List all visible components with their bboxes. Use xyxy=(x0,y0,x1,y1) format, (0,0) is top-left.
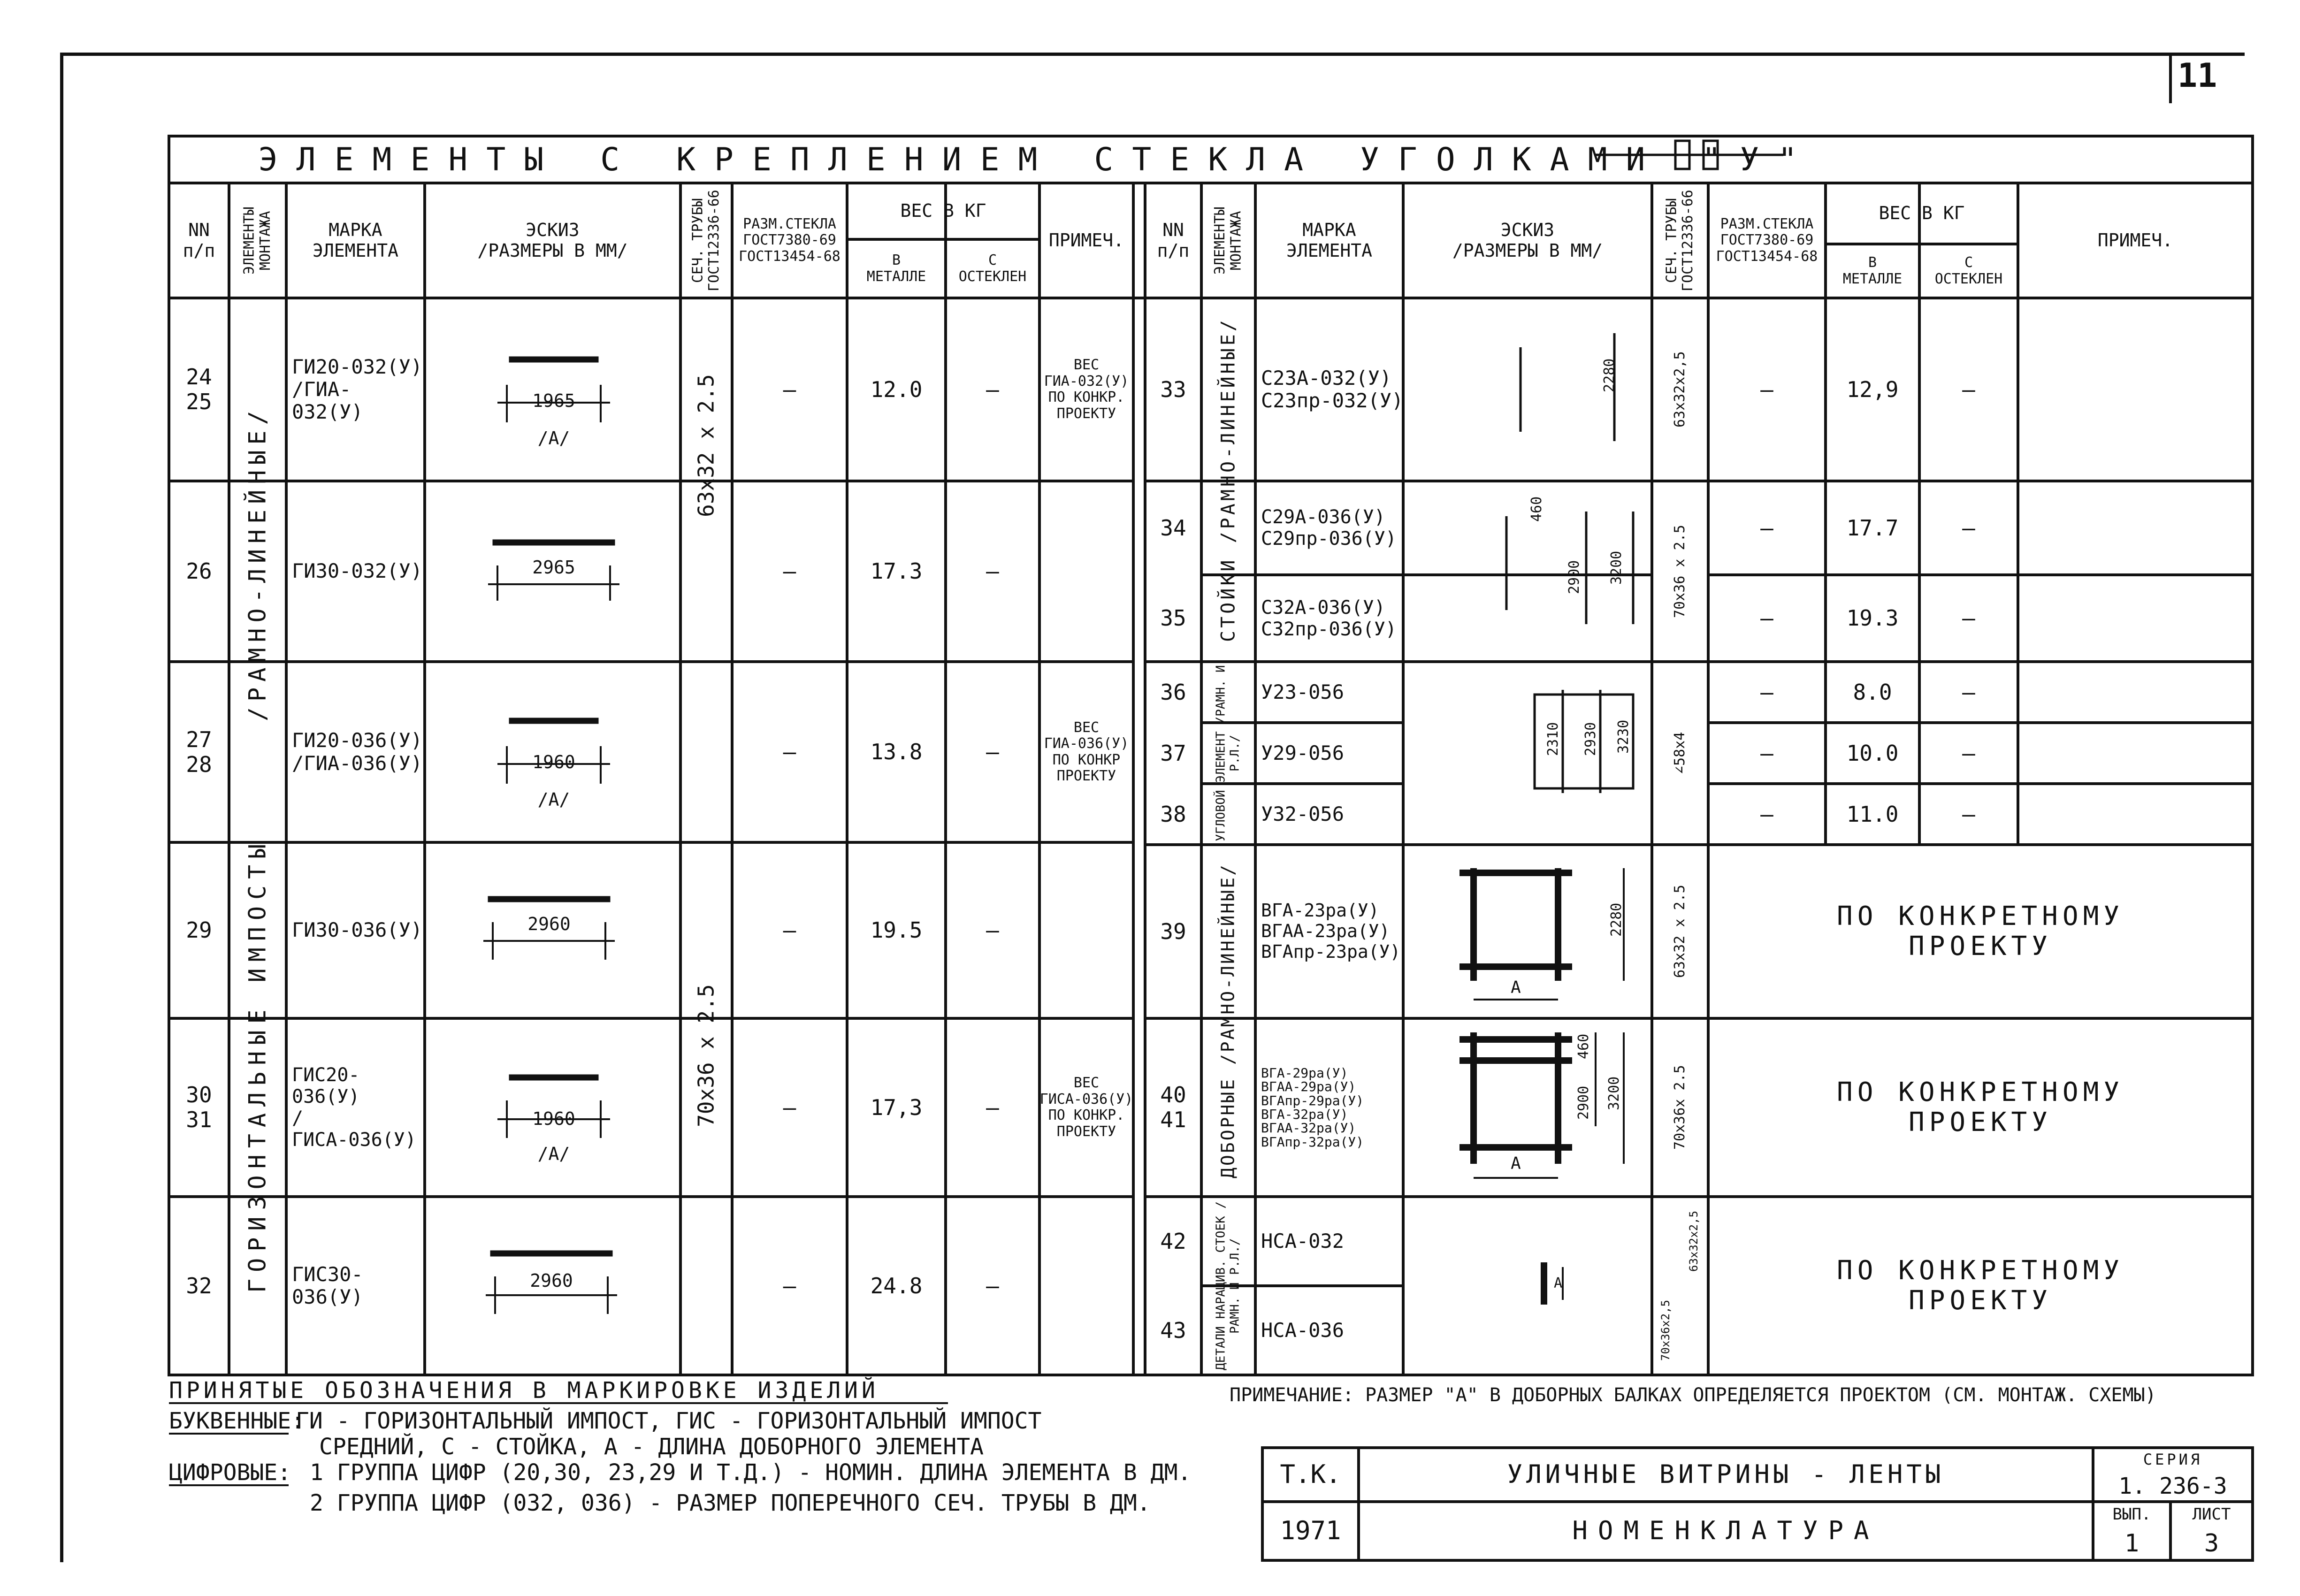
header-weight-metal: В МЕТАЛЛЕ xyxy=(866,252,926,285)
sketch-dim: 3200 xyxy=(1605,1076,1622,1111)
row-withglass: — xyxy=(986,1094,999,1120)
row-mark: ГИ30-036(У) xyxy=(292,918,423,942)
legend-letters-label: БУКВЕННЫЕ: xyxy=(169,1408,305,1434)
row-pipe: 63x32x2,5 xyxy=(1671,351,1688,428)
note-text: ПРИМЕЧАНИЕ: РАЗМЕР "А" В ДОБОРНЫХ БАЛКАХ ОПРЕДЕЛЯЕТСЯ ПРОЕКТОМ (СМ. МОНТАЖ. СХЕМЫ) xyxy=(1230,1384,2156,1406)
sketch-dim: 1965 xyxy=(532,390,575,412)
row-metal: 13.8 xyxy=(870,739,923,765)
row-pipe: 70x36 x 2.5 xyxy=(1671,525,1688,618)
header-nn-right: NN п/п xyxy=(1157,219,1190,261)
row-mark: ВГА-23ра(У) ВГАА-23ра(У) ВГАпр-23ра(У) xyxy=(1261,900,1401,962)
legend-letters-text2: СРЕДНИЙ, С - СТОЙКА, А - ДЛИНА ДОБОРНОГО ЭЛЕМЕНТА xyxy=(319,1434,984,1460)
sketch-a: /А/ xyxy=(537,789,570,810)
row-glass: — xyxy=(783,917,796,943)
row-withglass: — xyxy=(1962,740,1975,766)
row-metal: 19.3 xyxy=(1846,605,1899,631)
group-ugl: УГЛОВОЙ ЭЛЕМЕНТ /РАМН. И Р.Л./ xyxy=(1214,665,1242,841)
stamp-series: 1. 236-3 xyxy=(2118,1473,2227,1499)
row-mark: С29А-036(У) С29пр-036(У) xyxy=(1261,506,1397,550)
row-nn: 24 25 xyxy=(186,364,212,414)
row-glass: — xyxy=(1760,801,1773,827)
row-project: ПО КОНКРЕТНОМУ ПРОЕКТУ xyxy=(1836,1077,2124,1138)
row-mark: ГИ20-032(У) /ГИА- 032(У) xyxy=(292,355,423,424)
row-glass: — xyxy=(1760,515,1773,541)
header-glass-size-right: РАЗМ.СТЕКЛА ГОСТ7380-69 ГОСТ13454-68 xyxy=(1716,215,1818,265)
row-mark: У29-056 xyxy=(1261,741,1345,764)
row-pipe: 70x36x 2.5 xyxy=(1671,1065,1688,1150)
legend-digits-label: ЦИФРОВЫЕ: xyxy=(169,1459,291,1486)
row-mark: ГИ20-036(У) /ГИА-036(У) xyxy=(292,729,423,775)
sketch-dim: 2310 xyxy=(1544,722,1561,756)
row-mark: У23-056 xyxy=(1261,680,1345,703)
header-weight-glass: С ОСТЕКЛЕН xyxy=(958,252,1027,285)
legend-digits-text2: 2 ГРУППА ЦИФР (032, 036) - РАЗМЕР ПОПЕРЕЧНОГО СЕЧ. ТРУБЫ В ДМ. xyxy=(310,1490,1151,1516)
row-metal: 17,3 xyxy=(870,1094,923,1120)
row-glass: — xyxy=(783,558,796,584)
sketch-dim: 460 xyxy=(1575,1033,1592,1060)
sketch-dim: 2900 xyxy=(1566,560,1582,595)
stamp-issue-label: ВЫП. xyxy=(2112,1504,2151,1524)
row-withglass: — xyxy=(986,917,999,943)
row-glass: — xyxy=(1760,376,1773,402)
legend-letters-text: ГИ - ГОРИЗОНТАЛЬНЫЙ ИМПОСТ, ГИС - ГОРИЗОНТАЛЬНЫЙ ИМПОСТ xyxy=(296,1408,1042,1434)
legend-digits-text: 1 ГРУППА ЦИФР (20,30, 23,29 И Т.Д.) - НОМИН. ДЛИНА ЭЛЕМЕНТА В ДМ. xyxy=(310,1459,1192,1486)
table-title: ЭЛЕМЕНТЫ С КРЕПЛЕНИЕМ СТЕКЛА УГОЛКАМИ "У" xyxy=(258,141,1816,178)
row-metal: 11.0 xyxy=(1846,801,1899,827)
legend-heading: ПРИНЯТЫЕ ОБОЗНАЧЕНИЯ В МАРКИРОВКЕ ИЗДЕЛИЙ xyxy=(169,1377,879,1404)
row-withglass: — xyxy=(986,1273,999,1298)
header-mark: МАРКА ЭЛЕМЕНТА xyxy=(312,219,399,261)
header-sketch-right: ЭСКИЗ /РАЗМЕРЫ В ММ/ xyxy=(1452,219,1603,261)
row-nn: 27 28 xyxy=(186,726,212,777)
row-metal: 10.0 xyxy=(1846,740,1899,766)
stamp-sheet: 3 xyxy=(2204,1529,2219,1558)
row-note: ВЕС ГИА-032(У) ПО КОНКР. ПРОЕКТУ xyxy=(1044,357,1129,422)
sketch-dim: 2280 xyxy=(1601,358,1618,393)
row-mark: У32-056 xyxy=(1261,802,1345,825)
header-sketch: ЭСКИЗ /РАЗМЕРЫ В ММ/ xyxy=(477,219,628,261)
stamp-year: 1971 xyxy=(1280,1516,1341,1546)
row-glass: — xyxy=(783,376,796,402)
row-pipe: 70x36x2,5 xyxy=(1659,1299,1673,1361)
row-withglass: — xyxy=(1962,679,1975,705)
header-weight-metal-right: В МЕТАЛЛЕ xyxy=(1842,254,1903,287)
row-nn: 39 xyxy=(1160,918,1186,944)
header-weight-right: ВЕС В КГ xyxy=(1879,203,1965,224)
header-mount-right: ЭЛЕМЕНТЫ МОНТАЖА xyxy=(1212,206,1245,275)
sketch-dim: 460 xyxy=(1528,496,1545,522)
row-nn: 32 xyxy=(186,1273,212,1298)
header-pipe-right: СЕЧ. ТРУБЫ ГОСТ12336-66 xyxy=(1663,190,1696,291)
stamp-series-label: СЕРИЯ xyxy=(2143,1450,2203,1468)
row-nn: 38 xyxy=(1160,801,1186,827)
row-mark: НСА-032 xyxy=(1261,1229,1345,1252)
sketch-dim: 1960 xyxy=(532,752,575,773)
stamp-name: УЛИЧНЫЕ ВИТРИНЫ - ЛЕНТЫ xyxy=(1507,1459,1945,1489)
row-glass: — xyxy=(1760,679,1773,705)
sketch-a: А xyxy=(1553,1275,1563,1291)
sketch-dim: 2960 xyxy=(530,1270,573,1291)
stamp-subject: НОМЕНКЛАТУРА xyxy=(1572,1516,1880,1546)
header-pipe: СЕЧ. ТРУБЫ ГОСТ12336-66 xyxy=(689,190,722,291)
row-withglass: — xyxy=(986,376,999,402)
header-mark-right: МАРКА ЭЛЕМЕНТА xyxy=(1286,219,1373,261)
row-withglass: — xyxy=(986,739,999,765)
row-withglass: — xyxy=(986,558,999,584)
row-nn: 37 xyxy=(1160,740,1186,766)
sketch-a: /А/ xyxy=(537,1144,570,1165)
group-stoiki: СТОЙКИ /РАМНО-ЛИНЕЙНЫЕ/ xyxy=(1217,317,1239,642)
row-nn: 29 xyxy=(186,917,212,943)
sketch-dim: 2900 xyxy=(1575,1085,1592,1120)
stamp-sheet-label: ЛИСТ xyxy=(2192,1504,2231,1524)
row-pipe: 63x32 x 2.5 xyxy=(1671,885,1688,978)
row-mark: С23А-032(У) С23пр-032(У) xyxy=(1261,366,1404,412)
row-mark: ГИ30-032(У) xyxy=(292,559,423,583)
left-pipe-1: 63x32 x 2.5 xyxy=(693,374,719,518)
row-metal: 8.0 xyxy=(1853,679,1892,705)
row-mark: ГИС30-036(У) xyxy=(292,1262,363,1308)
sketch-dim: 3230 xyxy=(1615,719,1632,754)
row-glass: — xyxy=(1760,740,1773,766)
row-mark: НСА-036 xyxy=(1261,1318,1345,1342)
row-project: ПО КОНКРЕТНОМУ ПРОЕКТУ xyxy=(1836,901,2124,962)
row-glass: — xyxy=(1760,605,1773,631)
row-mark: ГИС20-036(У) /ГИСА-036(У) xyxy=(292,1064,416,1151)
sketch-dim: 3200 xyxy=(1608,550,1625,585)
row-metal: 12.0 xyxy=(870,376,923,402)
sketch-dim: 1960 xyxy=(532,1108,575,1130)
row-withglass: — xyxy=(1962,515,1975,541)
header-weight-glass-right: С ОСТЕКЛЕН xyxy=(1934,254,2003,287)
sketch-a: А xyxy=(1511,978,1521,998)
row-metal: 19.5 xyxy=(870,917,923,943)
row-withglass: — xyxy=(1962,376,1975,402)
stamp-issue: 1 xyxy=(2124,1529,2140,1558)
header-nn: NN п/п xyxy=(183,219,215,261)
row-nn: 42 xyxy=(1160,1228,1186,1254)
row-nn: 30 31 xyxy=(186,1082,212,1132)
header-glass-size: РАЗМ.СТЕКЛА ГОСТ7380-69 ГОСТ13454-68 xyxy=(739,215,841,265)
row-nn: 35 xyxy=(1160,605,1186,631)
row-metal: 17.7 xyxy=(1846,515,1899,541)
row-nn: 43 xyxy=(1160,1317,1186,1343)
row-nn: 36 xyxy=(1160,679,1186,705)
row-project: ПО КОНКРЕТНОМУ ПРОЕКТУ xyxy=(1836,1255,2124,1316)
sketch-dim: 2280 xyxy=(1608,902,1625,937)
sketch-a: /А/ xyxy=(537,428,570,449)
row-nn: 33 xyxy=(1160,376,1186,402)
row-metal: 24.8 xyxy=(870,1273,923,1298)
row-metal: 12,9 xyxy=(1846,376,1899,402)
row-nn: 34 xyxy=(1160,515,1186,541)
stamp-tk: Т.К. xyxy=(1280,1459,1341,1489)
row-withglass: — xyxy=(1962,605,1975,631)
header-note-right: ПРИМЕЧ. xyxy=(2097,229,2173,251)
row-glass: — xyxy=(783,739,796,765)
row-pipe: 63x32x2,5 xyxy=(1687,1210,1701,1272)
group-horiz: ГОРИЗОНТАЛЬНЫЕ ИМПОСТЫ xyxy=(244,837,271,1293)
row-note: ВЕС ГИСА-036(У) ПО КОНКР. ПРОЕКТУ xyxy=(1039,1075,1133,1140)
row-glass: — xyxy=(783,1094,796,1120)
header-note: ПРИМЕЧ. xyxy=(1048,229,1124,251)
row-mark: С32А-036(У) С32пр-036(У) xyxy=(1261,596,1397,640)
group-ramno: /РАМНО-ЛИНЕЙНЫЕ/ xyxy=(244,405,271,721)
row-mark: ВГА-29ра(У) ВГАА-29ра(У) ВГАпр-29ра(У) ВГА-32ра(У) ВГАА-32ра(У) ВГАпр-32ра(У) xyxy=(1261,1065,1364,1150)
sketch-dim: 2930 xyxy=(1582,722,1599,756)
sketch-dim: 2960 xyxy=(527,914,571,935)
sketch-dim: 2965 xyxy=(532,557,575,578)
row-nn: 40 41 xyxy=(1160,1082,1186,1132)
sheet-number: 11 xyxy=(2178,56,2217,95)
group-detali: ДЕТАЛИ НАРАЩИВ. СТОЕК /РАМН. И Р.Л./ xyxy=(1214,1201,1242,1371)
row-glass: — xyxy=(783,1273,796,1298)
row-pipe: ∠58x4 xyxy=(1671,732,1688,775)
row-note: ВЕС ГИА-036(У) ПО КОНКР ПРОЕКТУ xyxy=(1044,719,1129,784)
row-metal: 17.3 xyxy=(870,558,923,584)
left-pipe-2: 70x36 x 2.5 xyxy=(693,984,719,1128)
sketch-a: А xyxy=(1511,1154,1521,1174)
header-weight: ВЕС В КГ xyxy=(900,200,986,221)
header-mount: ЭЛЕМЕНТЫ МОНТАЖА xyxy=(241,206,274,275)
row-withglass: — xyxy=(1962,801,1975,827)
row-nn: 26 xyxy=(186,558,212,584)
group-dobor: ДОБОРНЫЕ /РАМНО-ЛИНЕЙНЫЕ/ xyxy=(1217,863,1238,1178)
